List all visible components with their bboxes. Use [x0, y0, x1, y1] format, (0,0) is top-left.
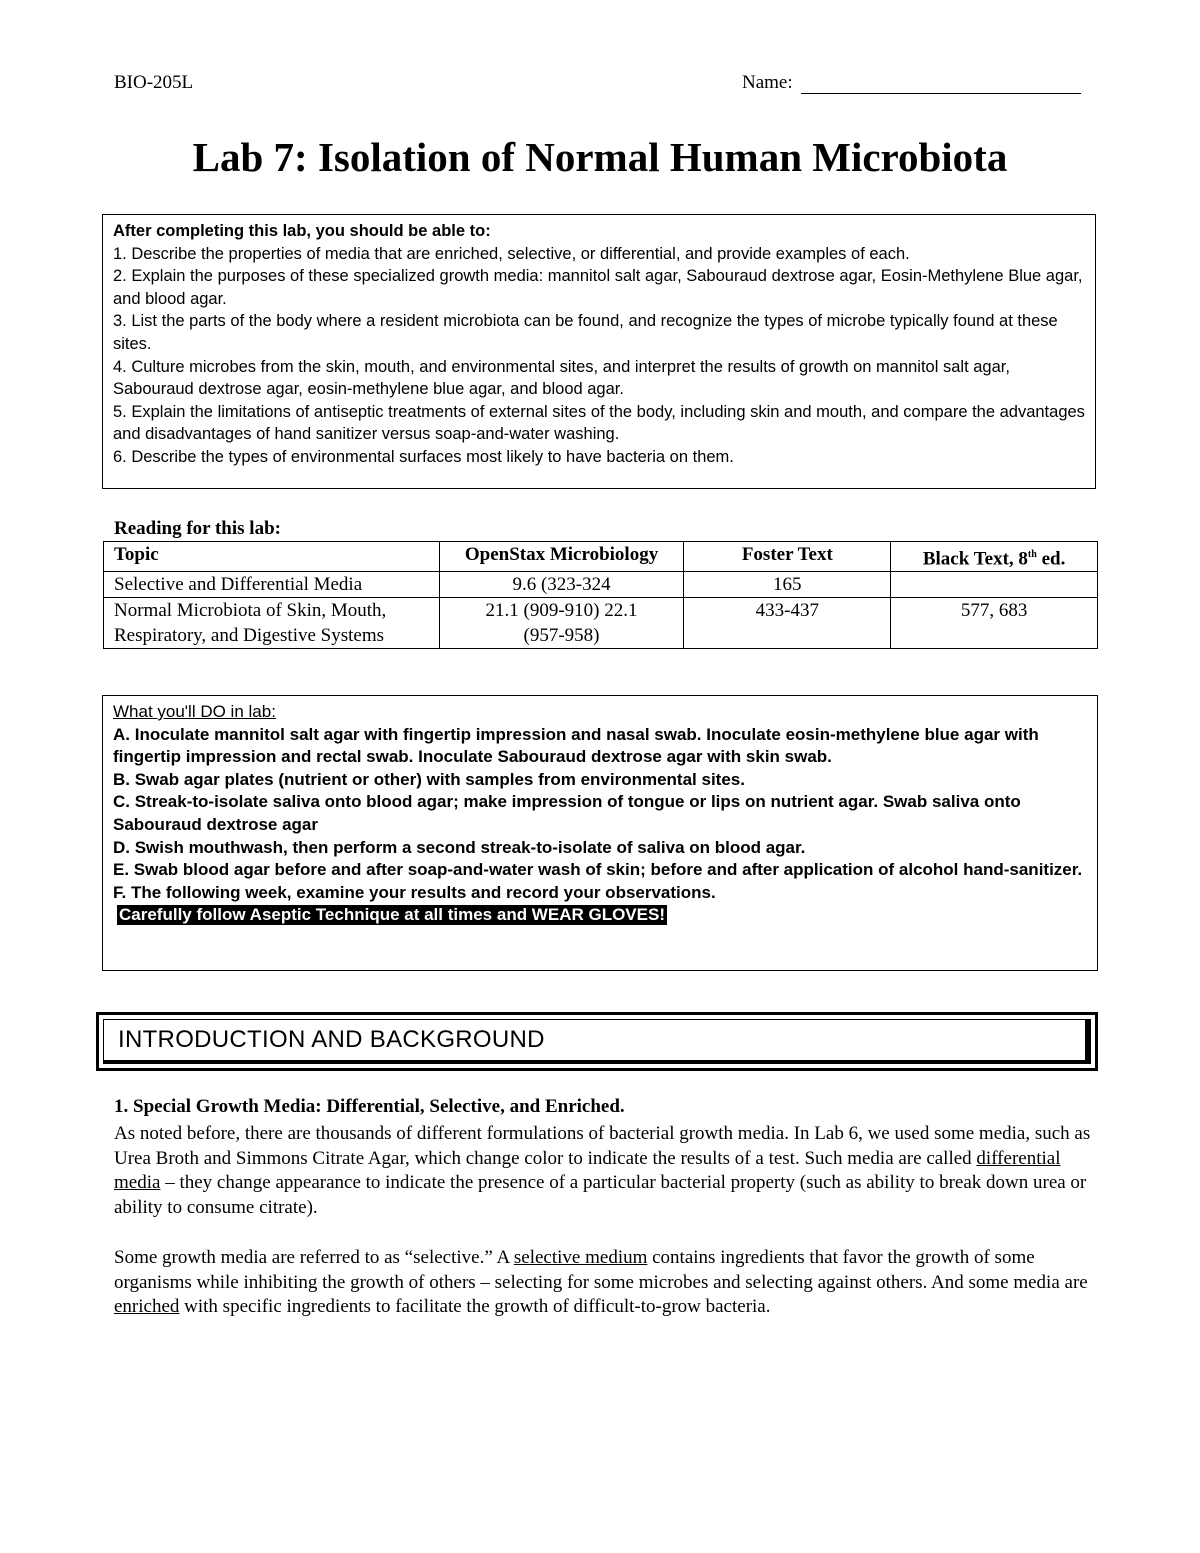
lab-step: D. Swish mouthwash, then perform a second streak-to-isolate of saliva on blood agar. — [113, 837, 806, 857]
header-black: Black Text, 8th ed. — [891, 542, 1098, 572]
paragraph-text: Some growth media are referred to as “selective.” A — [114, 1247, 514, 1268]
cell-openstax: 21.1 (909-910) 22.1 (957-958) — [439, 598, 684, 649]
objective-item: 6. Describe the types of environmental surfaces most likely to have bacteria on them. — [113, 447, 734, 466]
cell-black: 577, 683 — [891, 598, 1098, 649]
table-row — [104, 572, 1098, 598]
intro-banner — [96, 1012, 1098, 1071]
header-topic: Topic — [104, 542, 440, 572]
objective-item: 3. List the parts of the body where a resident microbiota can be found, and recognize the types of microbe typically found at these sites. — [113, 312, 1058, 353]
name-label: Name: — [742, 72, 793, 93]
paragraph-selective — [114, 1246, 1094, 1320]
lab-tasks-heading: What you'll DO in lab: — [113, 702, 276, 721]
cell-topic: Normal Microbiota of Skin, Mouth, Respiratory, and Digestive Systems — [104, 598, 440, 649]
lab-tasks-box — [102, 695, 1098, 971]
cell-foster: 165 — [684, 572, 891, 598]
paragraph-text: with specific ingredients to facilitate the growth of difficult-to-grow bacteria. — [179, 1296, 771, 1317]
table-row — [104, 598, 1098, 649]
objective-item: 5. Explain the limitations of antiseptic treatments of external sites of the body, including skin and mouth, and compare the advantages and disadvantages of hand sanitizer versus soap-and-water washing. — [113, 402, 1085, 444]
paragraph-text: contains ingredients that favor the growth of some organisms while inhibiting the growth of others – selecting for some microbes and selecting against others. And some media are — [114, 1247, 1088, 1293]
objectives-heading: After completing this lab, you should be able to: — [113, 222, 491, 240]
objective-item: 4. Culture microbes from the skin, mouth, and environmental sites, and interpret the results of growth on mannitol salt agar, Sabouraud dextrose agar, eosin-methylene blue agar, and blood agar. — [113, 357, 1010, 399]
header-foster: Foster Text — [684, 542, 891, 572]
name-field — [742, 72, 1081, 94]
lab-step: E. Swab blood agar before and after soap-and-water wash of skin; before and after application of alcohol hand-sanitizer. — [113, 860, 1083, 880]
course-code: BIO-205L — [114, 72, 194, 93]
cell-black — [891, 572, 1098, 598]
reading-table — [103, 541, 1098, 649]
name-blank-line[interactable] — [801, 73, 1081, 94]
lab-step: B. Swab agar plates (nutrient or other) with samples from environmental sites. — [113, 769, 745, 789]
term-selective-medium: selective medium — [513, 1247, 648, 1268]
paragraph-differential — [114, 1122, 1094, 1220]
objectives-list — [113, 243, 1085, 469]
page-title: Lab 7: Isolation of Normal Human Microbiota — [192, 134, 1008, 180]
term-differential-media: differential media — [114, 1147, 1061, 1193]
lab-step: F. The following week, examine your results and record your observations. — [113, 882, 716, 902]
cell-foster: 433-437 — [684, 598, 891, 649]
objective-item: 2. Explain the purposes of these specialized growth media: mannitol salt agar, Sabouraud dextrose agar, Eosin-Methylene Blue agar, and blood agar. — [113, 267, 1083, 308]
objectives-box — [102, 214, 1096, 489]
reading-title: Reading for this lab: — [114, 518, 281, 539]
lab-step: A. Inoculate mannitol salt agar with fingertip impression and nasal swab. Inoculate eosin-methylene blue agar with fingertip impression and rectal swab. Inoculate Sabouraud dextrose agar with skin swab. — [113, 724, 1039, 767]
intro-banner-title: INTRODUCTION AND BACKGROUND — [103, 1019, 1091, 1064]
header-openstax: OpenStax Microbiology — [439, 542, 684, 572]
paragraph-text: As noted before, there are thousands of different formulations of bacterial growth media. In Lab 6, we used some media, such as Urea Broth and Simmons Citrate Agar, which change color to indicate the results of a test. Such media are called — [114, 1123, 1091, 1169]
lab-step: C. Streak-to-isolate saliva onto blood agar; make impression of tongue or lips on nutrient agar. Swab saliva onto Sabouraud dextrose agar — [113, 792, 1021, 834]
objective-item: 1. Describe the properties of media that are enriched, selective, or differential, and provide examples of each. — [113, 244, 910, 263]
safety-warning: Carefully follow Aseptic Technique at all times and WEAR GLOVES! — [119, 905, 665, 925]
cell-openstax: 9.6 (323-324 — [439, 572, 684, 598]
table-header-row — [104, 542, 1098, 572]
paragraph-text: – they change appearance to indicate the presence of a particular bacterial property (such as ability to break down urea or ability to consume citrate). — [114, 1172, 1087, 1218]
cell-topic: Selective and Differential Media — [104, 572, 440, 598]
term-enriched: enriched — [114, 1296, 180, 1317]
section-1-title: 1. Special Growth Media: Differential, Selective, and Enriched. — [114, 1096, 625, 1117]
